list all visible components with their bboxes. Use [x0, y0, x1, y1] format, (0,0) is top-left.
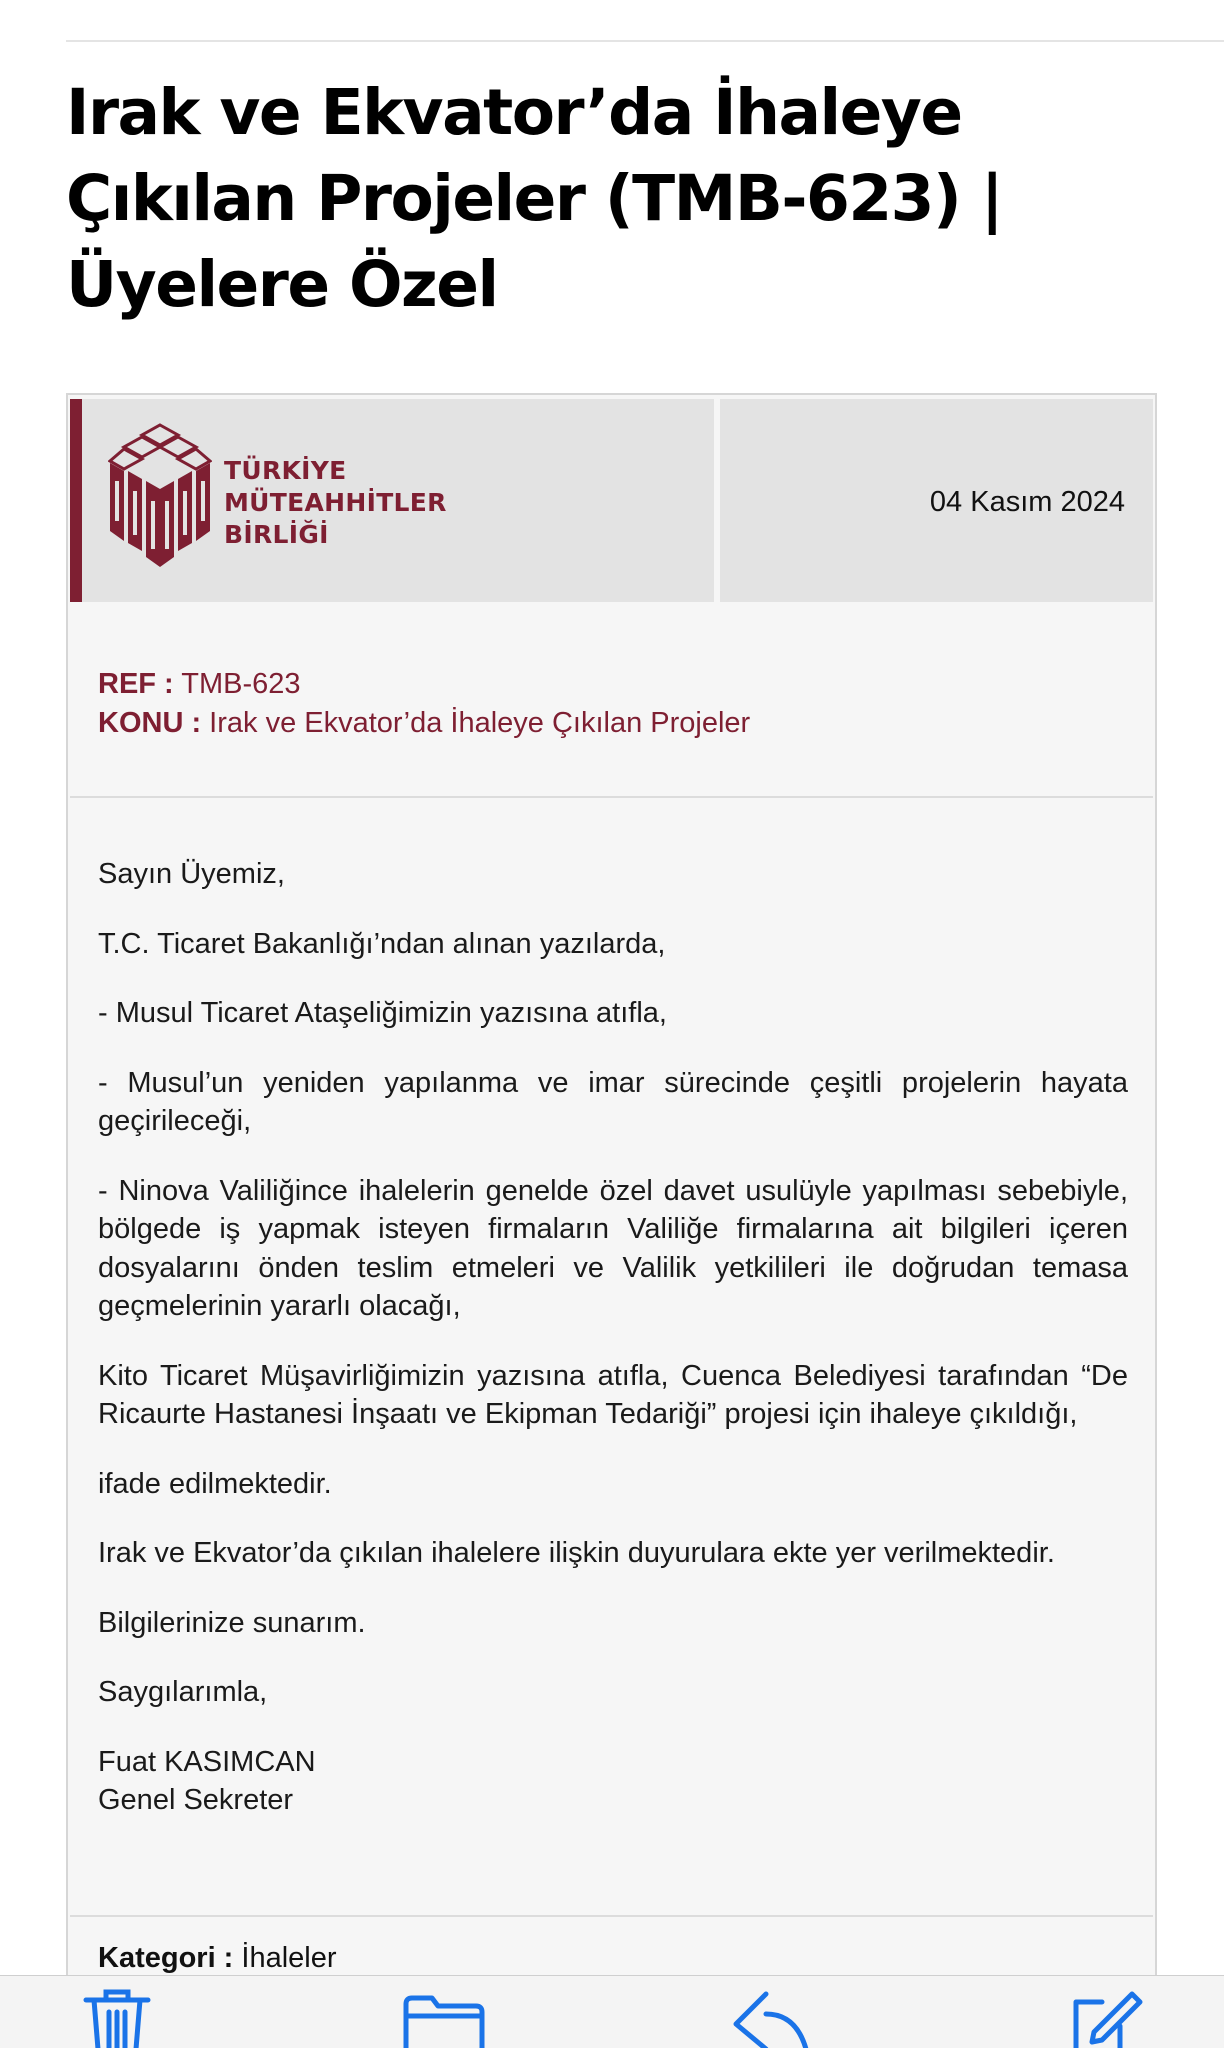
body-paragraph: Irak ve Ekvator’da çıkılan ihalelere ilişkin duyurulara ekte yer verilmektedir. [98, 1537, 1055, 1569]
body-paragraph: - Ninova Valiliğince ihalelerin genelde özel davet usulüyle yapılması sebebiyle, bölgede iş yapmak isteyen firmaların Valiliğe firmalarına ait bilgileri içeren dosyalarını önden teslim etmeleri ve Valilik yetkilileri ile doğrudan temasa geçmelerinin yararlı olacağı, [98, 1174, 1128, 1322]
signature-title: Genel Sekreter [98, 1784, 294, 1816]
konu-label: KONU : [98, 707, 202, 739]
konu-value: Irak ve Ekvator’da İhaleye Çıkılan Projeler [209, 707, 751, 739]
ref-row [98, 665, 750, 704]
category-row [98, 1942, 337, 1975]
logo-line: TÜRKİYE [224, 456, 347, 485]
reference-block [98, 665, 750, 743]
trash-icon[interactable] [82, 1986, 152, 2048]
compose-icon[interactable] [1068, 1986, 1144, 2048]
logo-cell [70, 399, 714, 602]
konu-row [98, 704, 750, 743]
body-paragraph: - Musul’un yeniden yapılanma ve imar sürecinde çeşitli projelerin hayata geçirileceği, [98, 1066, 1128, 1137]
ref-value: TMB-623 [181, 668, 301, 700]
body-paragraph: Bilgilerinize sunarım. [98, 1606, 366, 1639]
letterhead [70, 399, 1153, 602]
top-divider [66, 40, 1224, 42]
date-cell [720, 399, 1153, 602]
article-title-line: Çıkılan Projeler (TMB-623) | [66, 162, 1003, 235]
article-title-line: Irak ve Ekvator’da İhaleye [66, 76, 962, 149]
folder-icon[interactable] [402, 1986, 486, 2048]
logo-wordmark [224, 455, 447, 551]
letter-body [98, 855, 1128, 1820]
ref-label: REF : [98, 668, 174, 700]
signature-name: Fuat KASIMCAN [98, 1745, 316, 1778]
body-paragraph: Saygılarımla, [98, 1676, 268, 1708]
mail-toolbar [0, 1975, 1224, 2048]
logo-line: BİRLİĞİ [224, 520, 329, 549]
category-value[interactable]: İhaleler [241, 1942, 337, 1974]
tmb-logo-icon [108, 421, 212, 571]
category-label: Kategori : [98, 1942, 234, 1974]
body-paragraph: ifade edilmektedir. [98, 1467, 332, 1500]
body-paragraph: Kito Ticaret Müşavirliğimizin yazısına atıfla, Cuenca Belediyesi tarafından “De Ricaurte Hastanesi İnşaatı ve Ekipman Tedariği” projesi için ihaleye çıkıldığı, [98, 1359, 1128, 1430]
greeting: Sayın Üyemiz, [98, 858, 285, 890]
email-card [66, 393, 1157, 1983]
body-paragraph: T.C. Ticaret Bakanlığı’ndan alınan yazılarda, [98, 927, 666, 960]
logo-line: MÜTEAHHİTLER [224, 488, 447, 517]
reply-icon[interactable] [730, 1986, 810, 2048]
article-title [66, 70, 1146, 328]
body-paragraph: - Musul Ticaret Ataşeliğimizin yazısına atıfla, [98, 997, 667, 1029]
section-divider [70, 796, 1153, 798]
article-title-line: Üyelere Özel [66, 248, 498, 321]
letter-date: 04 Kasım 2024 [929, 486, 1125, 518]
footer-divider [70, 1915, 1153, 1917]
